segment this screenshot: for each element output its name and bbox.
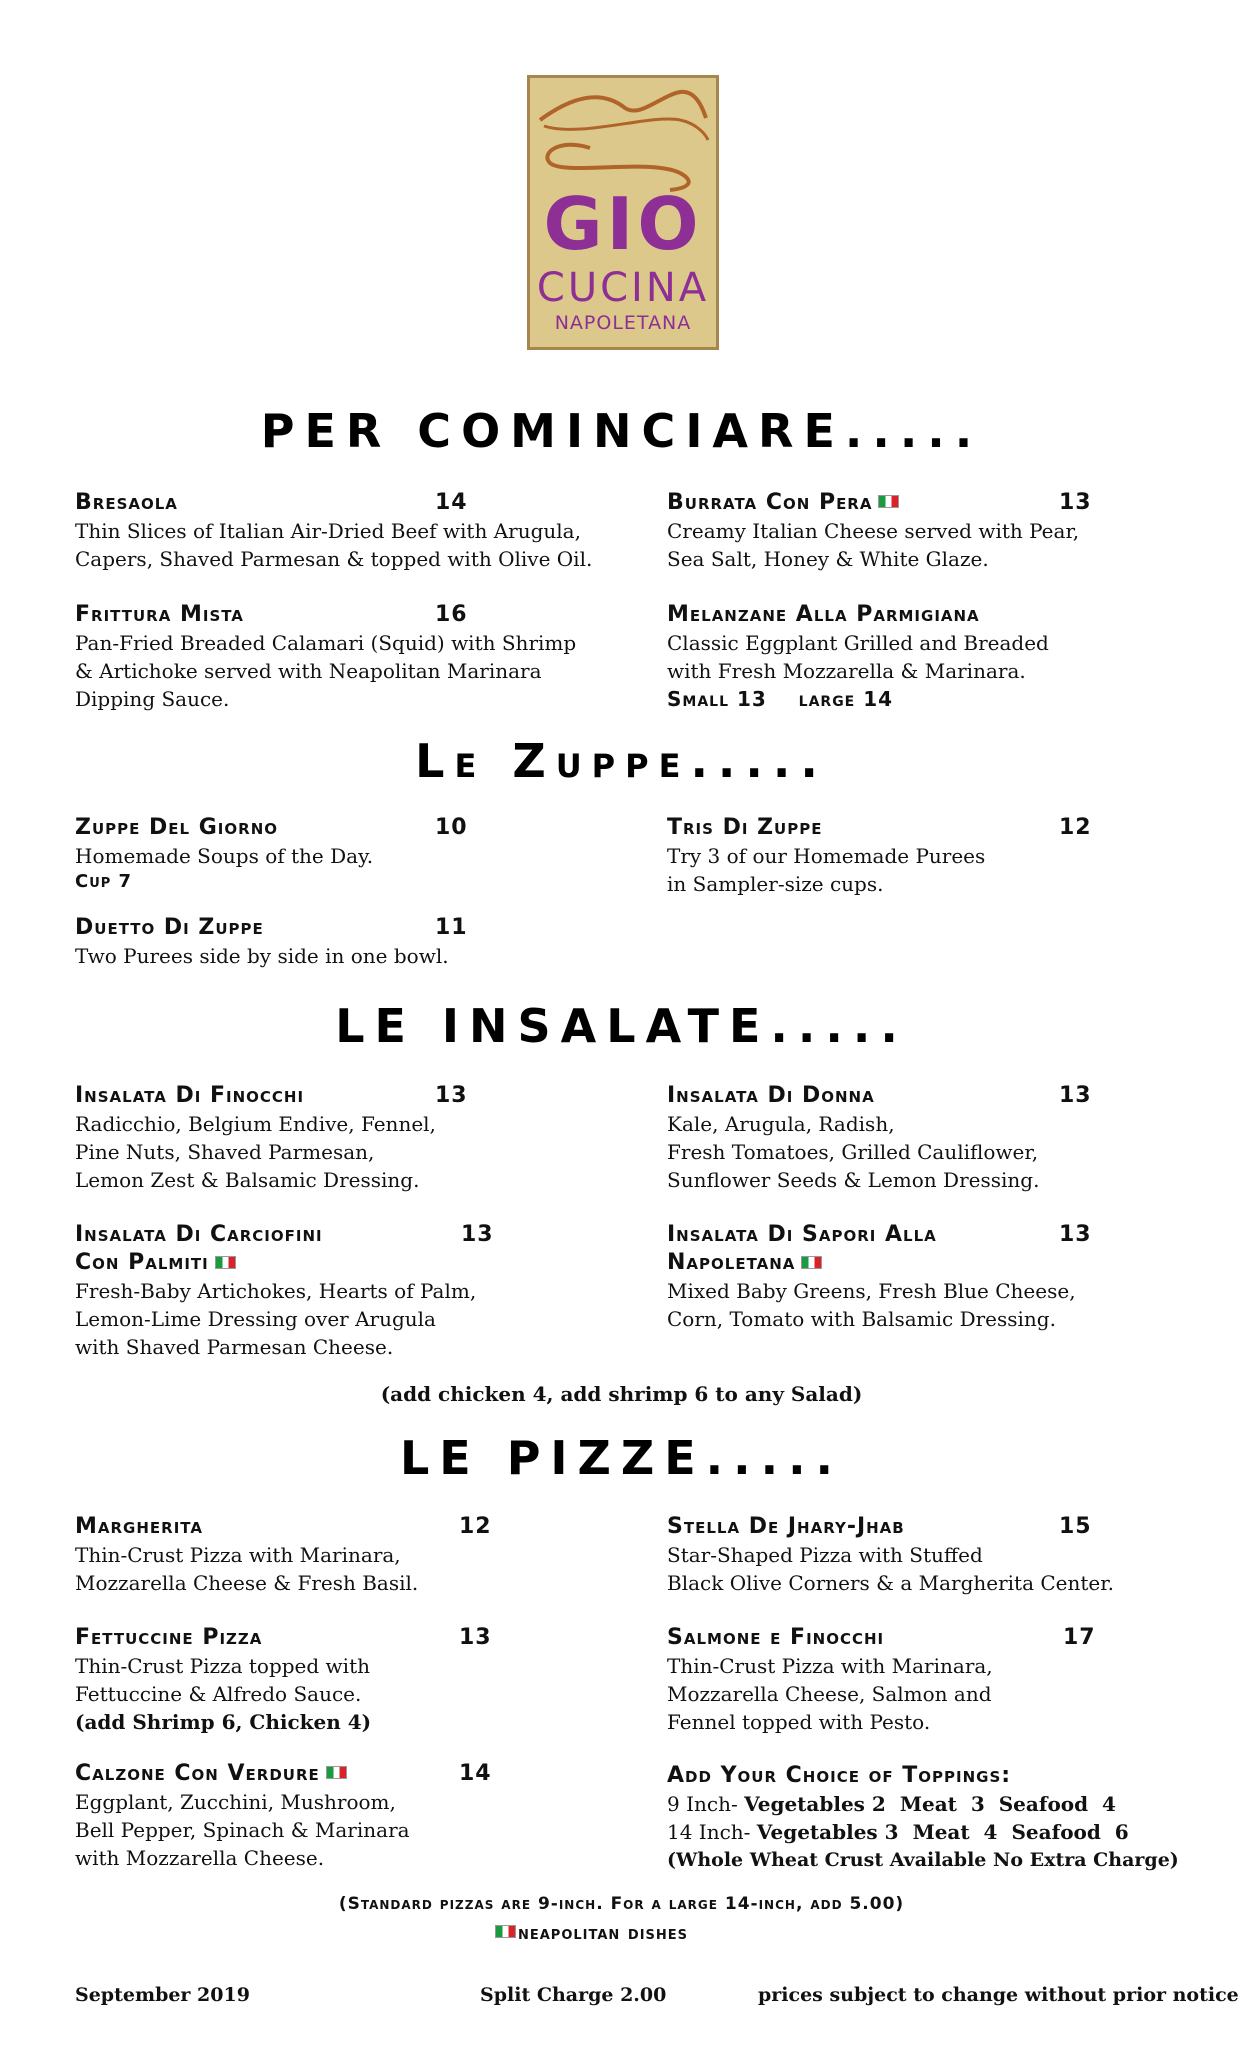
item-description: Mozzarella Cheese & Fresh Basil. bbox=[75, 1571, 419, 1595]
item-description: Try 3 of our Homemade Purees bbox=[667, 844, 986, 868]
item-description: Eggplant, Zucchini, Mushroom, bbox=[75, 1790, 396, 1814]
item-price: 12 bbox=[459, 1514, 492, 1539]
toppings-meat: Meat 3 bbox=[899, 1792, 985, 1816]
item-name: Salmone e Finocchi bbox=[667, 1625, 885, 1650]
standard-pizza-note-wrap bbox=[0, 1888, 1243, 1918]
toppings-meat: Meat 4 bbox=[912, 1820, 998, 1844]
item-description: Mozzarella Cheese, Salmon and bbox=[667, 1682, 992, 1706]
logo-cucina-text: CUCINA bbox=[536, 265, 710, 311]
item-description: Sea Salt, Honey & White Glaze. bbox=[667, 547, 989, 571]
toppings-size: 9 Inch- bbox=[667, 1792, 738, 1816]
item-description: & Artichoke served with Neapolitan Marinara bbox=[75, 659, 542, 683]
toppings-vegetables: Vegetables 2 bbox=[744, 1792, 886, 1816]
item-description: Black Olive Corners & a Margherita Center. bbox=[667, 1571, 1114, 1595]
item-description: Fresh Tomatoes, Grilled Cauliflower, bbox=[667, 1140, 1039, 1164]
item-description: Lemon-Lime Dressing over Arugula bbox=[75, 1307, 436, 1331]
italian-flag-icon bbox=[215, 1256, 236, 1269]
item-description: Corn, Tomato with Balsamic Dressing. bbox=[667, 1307, 1056, 1331]
item-description: with Shaved Parmesan Cheese. bbox=[75, 1335, 394, 1359]
item-name: Insalata Di Sapori Alla bbox=[667, 1222, 937, 1247]
item-name: Insalata Di Donna bbox=[667, 1083, 875, 1108]
salad-addon-note: (add chicken 4, add shrimp 6 to any Salad) bbox=[380, 1382, 863, 1406]
item-price: 14 bbox=[435, 490, 468, 515]
whole-wheat-note: (Whole Wheat Crust Available No Extra Charge) bbox=[667, 1849, 1179, 1871]
item-price: 16 bbox=[435, 602, 468, 627]
item-price: 10 bbox=[435, 815, 468, 840]
item-name: Fettuccine Pizza bbox=[75, 1625, 263, 1650]
item-name: Insalata Di Carciofini bbox=[75, 1222, 323, 1247]
item-sizes: Small 13 large 14 bbox=[667, 687, 894, 711]
menu-item-frittura bbox=[75, 601, 615, 713]
item-description: Thin-Crust Pizza with Marinara, bbox=[667, 1654, 993, 1678]
menu-item-bresaola bbox=[75, 489, 615, 573]
item-price: 17 bbox=[1063, 1625, 1096, 1650]
toppings-9-inch bbox=[667, 1790, 1187, 1818]
item-extra: (add Shrimp 6, Chicken 4) bbox=[75, 1710, 372, 1734]
toppings-vegetables: Vegetables 3 bbox=[756, 1820, 899, 1844]
item-price: 14 bbox=[459, 1761, 492, 1786]
item-name: Calzone Con Verdure bbox=[75, 1761, 320, 1786]
item-name: Duetto Di Zuppe bbox=[75, 915, 264, 940]
logo-napoletana-text: NAPOLETANA bbox=[554, 312, 692, 334]
item-extra: Cup 7 bbox=[75, 871, 133, 892]
italian-flag-icon bbox=[801, 1256, 822, 1269]
item-description: with Mozzarella Cheese. bbox=[75, 1846, 325, 1870]
item-description: Kale, Arugula, Radish, bbox=[667, 1112, 895, 1136]
item-price: 13 bbox=[1059, 1083, 1092, 1108]
section-title-cominciare: PER COMINCIARE..... bbox=[260, 404, 983, 458]
section-title-pizze: LE PIZZE..... bbox=[399, 1431, 844, 1485]
menu-item-calzone bbox=[75, 1760, 615, 1872]
item-name: Melanzane Alla Parmigiana bbox=[667, 602, 980, 627]
item-name: Margherita bbox=[75, 1514, 203, 1539]
menu-item-zuppe-giorno bbox=[75, 814, 615, 894]
item-name: Insalata Di Finocchi bbox=[75, 1083, 305, 1108]
split-charge: Split Charge 2.00 bbox=[480, 1984, 667, 2006]
item-description: Fennel topped with Pesto. bbox=[667, 1710, 931, 1734]
item-name-continued: Con Palmiti bbox=[75, 1250, 209, 1275]
menu-item-stella bbox=[667, 1513, 1207, 1597]
toppings-seafood: Seafood 6 bbox=[1011, 1820, 1129, 1844]
item-description: in Sampler-size cups. bbox=[667, 872, 884, 896]
item-description: Thin Slices of Italian Air-Dried Beef with Arugula, bbox=[75, 519, 581, 543]
item-price: 12 bbox=[1059, 815, 1092, 840]
item-description: Thin-Crust Pizza topped with bbox=[75, 1654, 370, 1678]
item-price: 13 bbox=[1059, 490, 1092, 515]
item-description: Lemon Zest & Balsamic Dressing. bbox=[75, 1168, 420, 1192]
item-description: Star-Shaped Pizza with Stuffed bbox=[667, 1543, 983, 1567]
neapolitan-legend-label: neapolitan dishes bbox=[517, 1922, 689, 1944]
item-price: 13 bbox=[459, 1625, 492, 1650]
item-name: Tris Di Zuppe bbox=[667, 815, 823, 840]
item-description: Fettuccine & Alfredo Sauce. bbox=[75, 1682, 362, 1706]
item-name: Bresaola bbox=[75, 490, 178, 515]
italian-flag-icon bbox=[495, 1925, 516, 1938]
italian-flag-icon bbox=[878, 495, 899, 508]
toppings-size: 14 Inch- bbox=[667, 1820, 751, 1844]
item-price: 13 bbox=[435, 1083, 468, 1108]
item-name: Burrata Con Pera bbox=[667, 490, 873, 515]
item-price: 13 bbox=[461, 1222, 494, 1247]
item-description: Pine Nuts, Shaved Parmesan, bbox=[75, 1140, 375, 1164]
logo-gio-text: GIO bbox=[543, 182, 703, 266]
section-title-insalate: LE INSALATE..... bbox=[335, 999, 908, 1053]
menu-item-margherita bbox=[75, 1513, 615, 1597]
item-name: Zuppe Del Giorno bbox=[75, 815, 278, 840]
item-description: Creamy Italian Cheese served with Pear, bbox=[667, 519, 1080, 543]
italian-flag-icon bbox=[326, 1766, 347, 1779]
item-name: Frittura Mista bbox=[75, 602, 244, 627]
item-price: 13 bbox=[1059, 1222, 1092, 1247]
menu-item-insalata-finocchi bbox=[75, 1082, 615, 1194]
restaurant-logo bbox=[527, 75, 719, 350]
toppings-title: Add Your Choice of Toppings: bbox=[667, 1763, 1012, 1788]
item-description: Thin-Crust Pizza with Marinara, bbox=[75, 1543, 401, 1567]
item-description: Radicchio, Belgium Endive, Fennel, bbox=[75, 1112, 436, 1136]
item-description: Bell Pepper, Spinach & Marinara bbox=[75, 1818, 410, 1842]
section-title-zuppe: Le Zuppe..... bbox=[415, 734, 828, 788]
menu-item-insalata-donna bbox=[667, 1082, 1207, 1194]
toppings-block bbox=[667, 1762, 1187, 1874]
item-price: 11 bbox=[435, 915, 468, 940]
item-description: with Fresh Mozzarella & Marinara. bbox=[667, 659, 1026, 683]
item-description: Pan-Fried Breaded Calamari (Squid) with Shrimp bbox=[75, 631, 577, 655]
menu-item-fettuccine-pizza bbox=[75, 1624, 615, 1736]
item-description: Dipping Sauce. bbox=[75, 687, 230, 711]
price-notice: prices subject to change without prior notice bbox=[758, 1984, 1239, 2006]
item-name: Stella De Jhary-Jhab bbox=[667, 1514, 905, 1539]
item-description: Homemade Soups of the Day. bbox=[75, 844, 374, 868]
toppings-seafood: Seafood 4 bbox=[998, 1792, 1116, 1816]
standard-pizza-note: (Standard pizzas are 9-inch. For a large 14-inch, add 5.00) bbox=[338, 1894, 905, 1914]
item-price: 15 bbox=[1059, 1514, 1092, 1539]
menu-date: September 2019 bbox=[75, 1984, 250, 2006]
menu-item-salmone bbox=[667, 1624, 1207, 1736]
item-description: Fresh-Baby Artichokes, Hearts of Palm, bbox=[75, 1279, 477, 1303]
menu-item-insalata-carciofini bbox=[75, 1221, 615, 1361]
menu-item-melanzane bbox=[667, 601, 1207, 713]
menu-item-insalata-sapori bbox=[667, 1221, 1207, 1333]
item-name-continued: Napoletana bbox=[667, 1250, 796, 1275]
menu-item-burrata bbox=[667, 489, 1207, 573]
item-description: Sunflower Seeds & Lemon Dressing. bbox=[667, 1168, 1040, 1192]
menu-item-tris-zuppe bbox=[667, 814, 1207, 898]
item-description: Mixed Baby Greens, Fresh Blue Cheese, bbox=[667, 1279, 1076, 1303]
item-description: Two Purees side by side in one bowl. bbox=[75, 944, 449, 968]
item-description: Classic Eggplant Grilled and Breaded bbox=[667, 631, 1049, 655]
menu-item-duetto-zuppe bbox=[75, 914, 615, 970]
item-description: Capers, Shaved Parmesan & topped with Olive Oil. bbox=[75, 547, 593, 571]
toppings-14-inch bbox=[667, 1818, 1187, 1846]
neapolitan-legend bbox=[0, 1918, 1213, 1947]
